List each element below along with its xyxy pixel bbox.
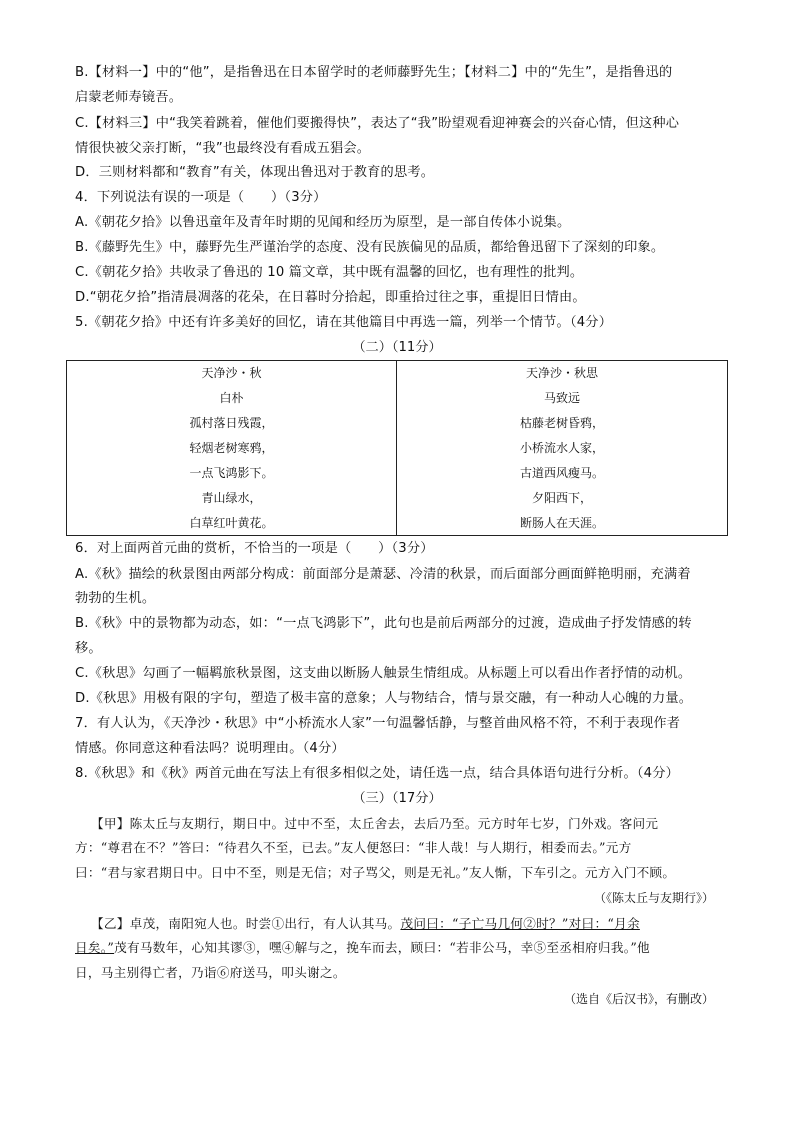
q5-stem: 5.《朝花夕拾》中还有许多美好的回忆，请在其他篇目中再选一篇，列举一个情节。（4分） <box>75 315 613 330</box>
poem-left-line: 青山绿水， <box>201 491 262 505</box>
q4-stem: 4．下列说法有误的一项是（ ）（3分） <box>75 190 327 205</box>
poem-left-title: 天净沙・秋 <box>201 366 262 380</box>
poem-right-author: 马致远 <box>543 391 580 405</box>
passage-yi-line3: 日，马主别得亡者，乃诣⑥府送马，叩头谢之。 <box>75 965 346 980</box>
section-2-title: （二）（11分） <box>352 340 442 355</box>
passage-jia-line3: 曰：“君与家君期日中。日中不至，则是无信；对子骂父，则是无礼。”友人惭，下车引之。元方入门不顾。 <box>75 865 676 880</box>
poem-right-line: 古道西风瘦马。 <box>519 466 604 480</box>
q4-option-d: D.“朝花夕拾”指清晨凋落的花朵，在日暮时分拾起，即重拾过往之事，重提旧日情由。 <box>75 290 586 305</box>
poem-right-line: 小桥流水人家， <box>519 441 604 455</box>
poem-left-line: 白草红叶黄花。 <box>189 516 274 530</box>
passage-yi-underlined: 日矣。” <box>75 940 115 955</box>
section-3-title: （三）（17分） <box>352 791 442 806</box>
q7-line2: 情感。你同意这种看法吗？说明理由。（4分） <box>75 741 345 756</box>
poem-right-line: 枯藤老树昏鸦， <box>519 416 604 430</box>
q3-option-c-line2: 情很快被父亲打断，“我”也最终没有看成五猖会。 <box>75 141 371 156</box>
poem-left-line: 轻烟老树寒鸦， <box>189 441 274 455</box>
poem-left <box>67 361 397 535</box>
q4-option-a: A.《朝花夕拾》以鲁迅童年及青年时期的见闻和经历为原型，是一部自传体小说集。 <box>75 215 571 230</box>
q4-option-b: B.《藤野先生》中，藤野先生严谨治学的态度、没有民族偏见的品质，都给鲁迅留下了深刻的印象。 <box>75 240 665 255</box>
passage-yi-underlined: 茂问曰：“子亡马几何②时？”对曰：“月余 <box>400 916 640 931</box>
passage-yi-line2 <box>75 939 650 957</box>
passage-jia-source: （《陈太丘与友期行》） <box>593 891 714 905</box>
q3-option-c-line1: C.【材料三】中“我笑着跳着，催他们要搬得快”，表达了“我”盼望观看迎神赛会的兴奋心情，但这种心 <box>75 116 680 131</box>
q4-option-c: C.《朝花夕拾》共收录了鲁迅的 10 篇文章，其中既有温馨的回忆，也有理性的批判。 <box>75 265 584 280</box>
passage-jia-line2: 方：“尊君在不？”答曰：“待君久不至，已去。”友人便怒曰：“非人哉！与人期行，相委而去。”元方 <box>75 840 632 855</box>
q6-option-d: D.《秋思》用极有限的字句，塑造了极丰富的意象；人与物结合，情与景交融，有一种动人心魄的力量。 <box>75 691 693 706</box>
passage-yi-line1 <box>91 915 640 933</box>
poem-left-author: 白朴 <box>219 391 244 405</box>
q6-option-a-line2: 勃勃的生机。 <box>75 591 156 606</box>
poem-right-title: 天净沙・秋思 <box>525 366 598 380</box>
poem-table <box>66 360 728 536</box>
poem-right-line: 夕阳西下， <box>531 491 592 505</box>
q3-option-b-line2: 启蒙老师寿镜吾。 <box>75 90 183 105</box>
q6-option-b-line2: 移。 <box>75 641 102 656</box>
q8-stem: 8.《秋思》和《秋》两首元曲在写法上有很多相似之处，请任选一点，结合具体语句进行分析。（4分） <box>75 766 680 781</box>
poem-left-line: 一点飞鸿影下。 <box>189 466 274 480</box>
passage-jia-line1: 【甲】陈太丘与友期行，期日中。过中不至，太丘舍去，去后乃至。元方时年七岁，门外戏。客问元 <box>91 816 659 831</box>
passage-yi-source: （选自《后汉书》，有删改） <box>563 992 714 1006</box>
q6-option-a-line1: A.《秋》描绘的秋景图由两部分构成：前面部分是萧瑟、冷清的秋景，而后面部分画面鲜艳明丽，充满着 <box>75 567 691 582</box>
q6-stem: 6．对上面两首元曲的赏析，不恰当的一项是（ ）（3分） <box>75 541 434 556</box>
q3-option-b-line1: B.【材料一】中的“他”，是指鲁迅在日本留学时的老师藤野先生；【材料二】中的“先生”，是指鲁迅的 <box>75 65 673 80</box>
q3-option-d: D．三则材料都和“教育”有关，体现出鲁迅对于教育的思考。 <box>75 165 435 180</box>
q6-option-b-line1: B.《秋》中的景物都为动态，如：“一点飞鸿影下”，此句也是前后两部分的过渡，造成曲子抒发情感的转 <box>75 616 692 631</box>
q7-line1: 7．有人认为，《天净沙・秋思》中“小桥流水人家”一句温馨恬静，与整首曲风格不符，不利于表现作者 <box>75 716 681 731</box>
poem-left-line: 孤村落日残霞， <box>189 416 274 430</box>
passage-yi-text: 茂有马数年，心知其谬③，嘿④解与之，挽车而去，顾曰：“若非公马，幸⑤至丞相府归我。”他 <box>114 940 650 955</box>
poem-right <box>397 361 727 535</box>
passage-yi-text: 【乙】卓茂，南阳宛人也。时尝①出行，有人认其马。 <box>91 916 401 931</box>
poem-right-line: 断肠人在天涯。 <box>519 516 604 530</box>
q6-option-c: C.《秋思》勾画了一幅羁旅秋景图，这支曲以断肠人触景生情组成。从标题上可以看出作者抒情的动机。 <box>75 666 692 681</box>
